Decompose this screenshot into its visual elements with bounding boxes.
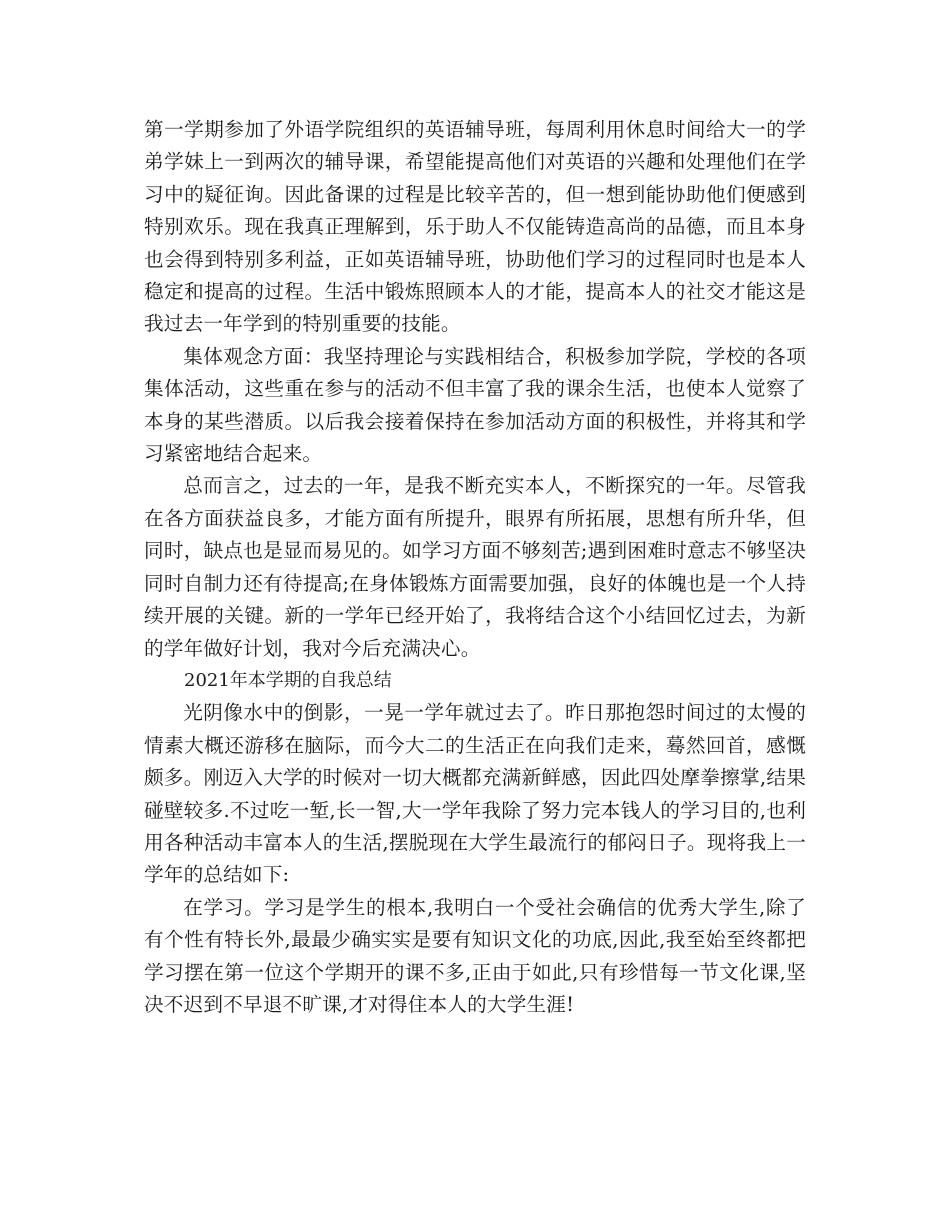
paragraph-tutoring: 第一学期参加了外语学院组织的英语辅导班，每周利用休息时间给大一的学弟学妹上一到两次的辅导课，希望能提高他们对英语的兴趣和处理他们在学习中的疑征询。因此备课的过程是比较辛苦的，但一想到能协助他们便感到特别欢乐。现在我真正理解到，乐于助人不仅能铸造高尚的品德，而且本身也会得到特别多利益，正如英语辅导班，协助他们学习的过程同时也是本人稳定和提高的过程。生活中锻炼照顾本人的才能，提高本人的社交才能这是我过去一年学到的特别重要的技能。 [144,118,806,336]
paragraph-summary: 总而言之，过去的一年，是我不断充实本人，不断探究的一年。尽管我在各方面获益良多，才能方面有所提升，眼界有所拓展，思想有所升华，但同时，缺点也是显而易见的。如学习方面不够刻苦;遇到困难时意志不够坚决同时自制力还有待提高;在身体锻炼方面需要加强，良好的体魄也是一个人持续开展的关键。新的一学年已经开始了，我将结合这个小结回忆过去，为新的学年做好计划，我对今后充满决心。 [144,474,806,660]
document-page [144,114,806,1021]
section-subtitle: 2021年本学期的自我总结 [184,669,392,691]
paragraph-study: 在学习。学习是学生的根本,我明白一个受社会确信的优秀大学生,除了有个性有特长外,最最少确实实是要有知识文化的功底,因此,我至始至终都把学习摆在第一位这个学期开的课不多,正由于如此,只有珍惜每一节文化课,坚决不迟到不早退不旷课,才对得住本人的大学生涯! [144,895,806,1016]
paragraph-collective: 集体观念方面：我坚持理论与实践相结合，积极参加学院，学校的各项集体活动，这些重在参与的活动不但丰富了我的课余生活，也使本人觉察了本身的某些潜质。以后我会接着保持在参加活动方面的积极性，并将其和学习紧密地结合起来。 [144,344,806,466]
paragraph-time: 光阴像水中的倒影，一晃一学年就过去了。昨日那抱怨时间过的太慢的情素大概还游移在脑际，而今大二的生活正在向我们走来，蓦然回首，感慨颇多。刚迈入大学的时候对一切大概都充满新鲜感，因此四处摩拳擦掌,结果碰壁较多.不过吃一堑,长一智,大一学年我除了努力完本钱人的学习目的,也利用各种活动丰富本人的生活,摆脱现在大学生最流行的郁闷日子。现将我上一学年的总结如下: [144,701,806,887]
